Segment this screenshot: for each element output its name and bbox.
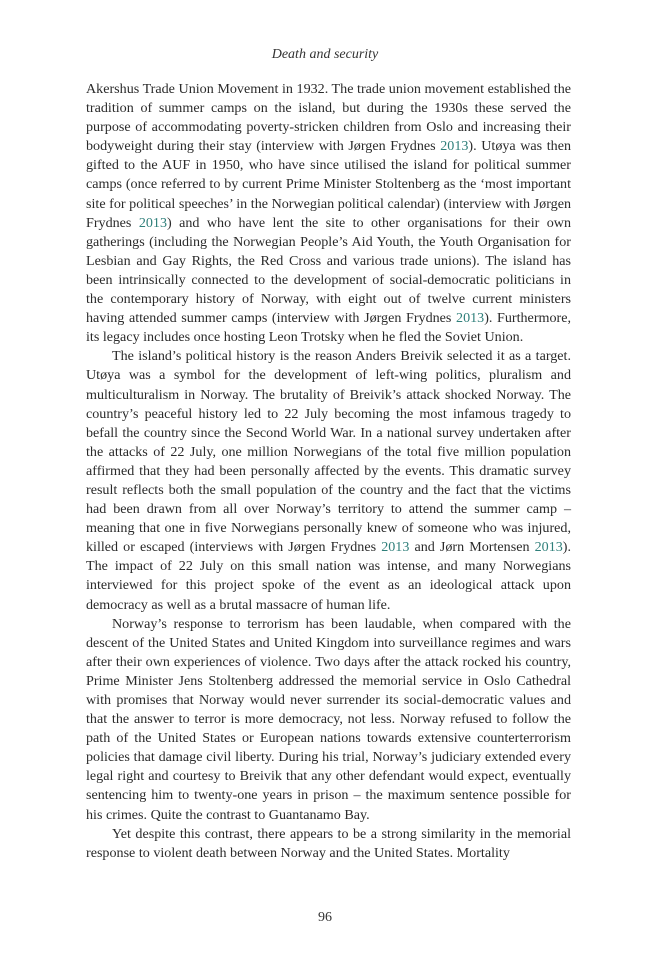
citation-link[interactable]: 2013 <box>534 539 563 556</box>
paragraph-text: ) and who have lent the site to other organisations for their own gatherings (including the Norwegian People’s Aid Youth, the Youth Organisation for Lesbian and Gay Rights, the Red Cross and various trade unions). The island has been intrinsically connected to the development of social-democratic politicians in the contemporary history of Norway, with eight out of twelve current ministers having attended summer camps (interview with Jørgen Frydnes <box>86 214 571 327</box>
paragraph <box>86 615 571 825</box>
paragraph <box>86 347 571 614</box>
body-text <box>86 80 571 863</box>
paragraph-text: ). Utøya was then gifted to the AUF in 1950, who have since utilised the island for political summer camps (once referred to by current Prime Minister Stoltenberg as the ‘most important site for political speeches’ in the Norwegian political calendar) (interview with Jørgen Frydnes <box>86 138 572 231</box>
paragraph-text: The island’s political history is the reason Anders Breivik selected it as a target. Utøya was a symbol for the development of left-wing politics, pluralism and multiculturalism in Norway. The brutality of Breivik’s attack shocked Norway. The country’s peaceful history led to 22 July becoming the most infamous tragedy to befall the country since the Second World War. In a national survey undertaken after the attacks of 22 July, one million Norwegians of the total five million population affirmed that they had been personally affected by the events. This dramatic survey result reflects both the small population of the country and the fact that the victims had been drawn from all over Norway’s territory to attend the summer camp – meaning that one in five Norwegians personally knew of someone who was injured, killed or escaped (interviews with Jørgen Frydnes <box>86 348 571 556</box>
paragraph-text: and Jørn Mortensen <box>409 539 535 556</box>
paragraph <box>86 825 571 863</box>
running-head: Death and security <box>271 47 379 62</box>
paragraph-text: Akershus Trade Union Movement in 1932. The trade union movement established the tradition of summer camps on the island, but during the 1930s these served the purpose of accommodating poverty-stricken children from Oslo and increasing their bodyweight during their stay (interview with Jørgen Frydnes <box>86 81 571 155</box>
citation-link[interactable]: 2013 <box>440 138 469 155</box>
page-number: 96 <box>318 910 332 925</box>
citation-link[interactable]: 2013 <box>381 539 410 556</box>
paragraph-text: Norway’s response to terrorism has been laudable, when compared with the descent of the United States and United Kingdom into surveillance regimes and wars after their own experiences of violence. Two days after the attack rocked his country, Prime Minister Jens Stoltenberg addressed the memorial service in Oslo Cathedral with promises that Norway would never surrender its social-democratic values and that the answer to terror is more democracy, not less. Norway refused to follow the path of the United States or European nations towards extensive counterterrorism policies that damage civil liberty. During his trial, Norway’s judiciary extended every legal right and courtesy to Breivik that any other defendant would expect, eventually sentencing him to twenty-one years in prison – the maximum sentence possible for his crimes. Quite the contrast to Guantanamo Bay. <box>86 615 571 823</box>
paragraph-text: Yet despite this contrast, there appears to be a strong similarity in the memorial response to violent death between Norway and the United States. Mortality <box>86 825 571 861</box>
paragraph-text: ). The impact of 22 July on this small nation was intense, and many Norwegians interviewed for this project spoke of the event as an ideological attack upon democracy as well as a brutal massacre of human life. <box>86 539 571 613</box>
paragraph-text: ). Furthermore, its legacy includes once hosting Leon Trotsky when he fled the Soviet Union. <box>86 310 571 346</box>
citation-link[interactable]: 2013 <box>456 310 485 327</box>
paragraph <box>86 80 571 347</box>
citation-link[interactable]: 2013 <box>138 214 167 231</box>
